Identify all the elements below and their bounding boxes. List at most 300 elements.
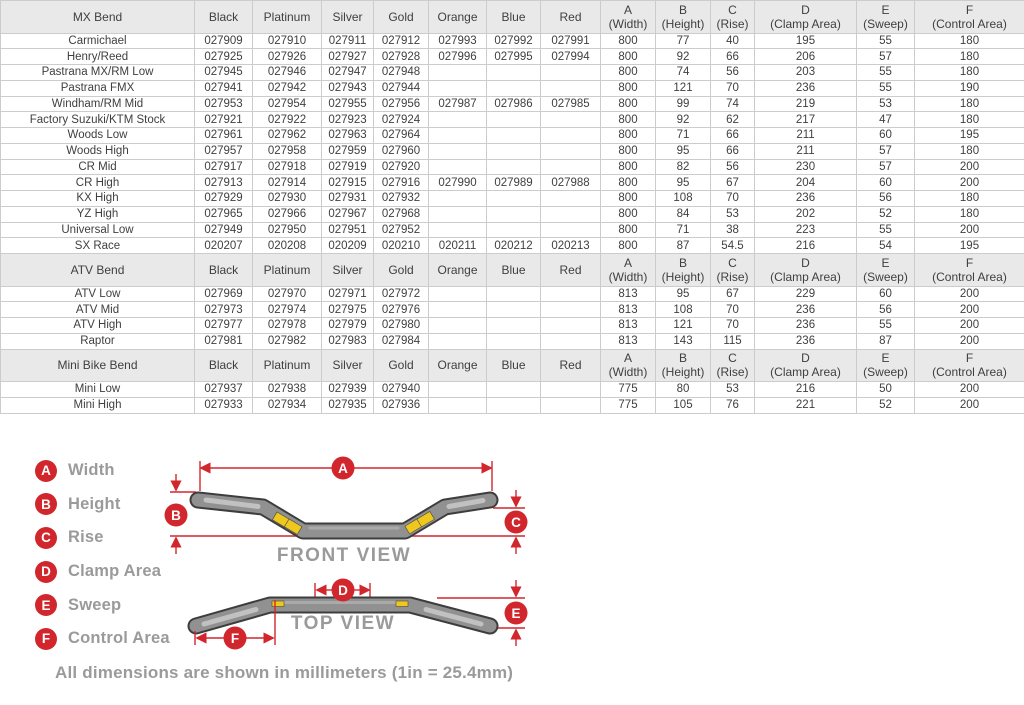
dimension-cell: 67 [711,286,755,302]
dimension-cell: 84 [656,206,711,222]
dim-column-header [711,1,755,34]
handlebar-diagram [160,445,570,660]
part-number-cell: 027991 [541,33,601,49]
row-name-cell: Henry/Reed [1,49,195,65]
dim-column-header [656,1,711,34]
row-name-cell: Windham/RM Mid [1,96,195,112]
part-number-cell: 027984 [374,333,429,349]
dimension-cell: 66 [711,128,755,144]
part-number-cell [429,112,487,128]
dimension-cell: 813 [601,318,656,334]
dimension-cell: 195 [915,128,1024,144]
dimension-cell: 53 [711,206,755,222]
dim-letter: B [678,351,687,366]
dimension-cell: 195 [915,238,1024,254]
part-number-cell: 027981 [195,333,253,349]
part-number-cell: 027924 [374,112,429,128]
part-number-cell: 027946 [253,65,322,81]
dimension-legend [35,454,170,656]
part-number-cell [541,333,601,349]
dimension-cell: 180 [915,33,1024,49]
part-number-cell: 027956 [374,96,429,112]
dim-name: (Height) [661,269,705,284]
part-number-cell [429,80,487,96]
part-number-cell: 027951 [322,222,374,238]
part-number-cell: 027937 [195,382,253,398]
dimension-cell: 800 [601,206,656,222]
part-number-cell [487,382,541,398]
dim-column-header [755,349,857,382]
dimension-cell: 105 [656,397,711,413]
dim-column-header [857,1,915,34]
table-row [1,302,1024,318]
letter-badge-e: E [35,594,57,616]
dimension-cell: 800 [601,33,656,49]
part-number-cell: 027962 [253,128,322,144]
dimension-cell: 76 [711,397,755,413]
part-number-cell [541,318,601,334]
table-row [1,33,1024,49]
top-view-label: TOP VIEW [290,613,396,634]
part-number-cell [541,302,601,318]
dimension-cell: 200 [915,382,1024,398]
part-number-cell: 027989 [487,175,541,191]
dimension-cell: 211 [755,128,857,144]
svg-text:A: A [338,460,348,476]
dimension-cell: 800 [601,238,656,254]
dim-column-header [915,254,1024,287]
part-number-cell: 027995 [487,49,541,65]
dim-a-marker [201,457,491,480]
svg-text:B: B [171,507,181,523]
color-column-header: Orange [429,1,487,34]
part-number-cell [487,206,541,222]
part-number-cell [541,191,601,207]
part-number-cell: 027978 [253,318,322,334]
color-column-header: Blue [487,254,541,287]
section-header-row [1,254,1024,287]
part-number-cell: 027926 [253,49,322,65]
part-number-cell [487,191,541,207]
part-number-cell: 027916 [374,175,429,191]
part-number-cell: 027943 [322,80,374,96]
dimension-cell: 115 [711,333,755,349]
part-number-cell [541,222,601,238]
dim-name: (Rise) [716,16,749,31]
color-column-header: Black [195,254,253,287]
dimension-cell: 95 [656,143,711,159]
dimension-cell: 200 [915,318,1024,334]
dimension-cell: 70 [711,80,755,96]
dim-name: (Width) [608,269,648,284]
bar-pad-graphic [396,601,408,607]
dim-column-header [601,1,656,34]
dimension-cell: 57 [857,159,915,175]
part-number-cell [487,333,541,349]
color-column-header: Silver [322,254,374,287]
dimensions-footnote: All dimensions are shown in millimeters (1in = 25.4mm) [55,663,514,682]
legend-item-clamp-area [35,555,170,589]
dimension-cell: 800 [601,191,656,207]
dimension-cell: 190 [915,80,1024,96]
legend-label: Clamp Area [68,562,162,581]
dimension-cell: 813 [601,302,656,318]
letter-badge-f: F [35,628,57,650]
dimension-cell: 57 [857,143,915,159]
svg-text:C: C [511,514,521,530]
part-number-cell: 027923 [322,112,374,128]
part-number-cell: 027925 [195,49,253,65]
dimension-cell: 52 [857,206,915,222]
part-number-cell [487,143,541,159]
part-number-cell: 027912 [374,33,429,49]
row-name-cell: Factory Suzuki/KTM Stock [1,112,195,128]
dimension-cell: 180 [915,206,1024,222]
part-number-cell [429,286,487,302]
letter-badge-b: B [35,493,57,515]
part-number-cell [487,128,541,144]
part-number-cell [487,159,541,175]
dimension-cell: 56 [857,191,915,207]
part-number-cell: 027958 [253,143,322,159]
legend-label: Width [68,461,115,480]
part-number-cell [429,397,487,413]
part-number-cell: 027939 [322,382,374,398]
dim-name: (Control Area) [932,16,1007,31]
dimension-cell: 800 [601,175,656,191]
part-number-cell: 027931 [322,191,374,207]
part-number-cell [429,65,487,81]
part-number-cell [487,222,541,238]
dim-letter: A [623,255,632,270]
dimension-cell: 60 [857,175,915,191]
part-number-cell: 027979 [322,318,374,334]
color-column-header: Gold [374,1,429,34]
part-number-cell: 020209 [322,238,374,254]
dim-letter: B [678,2,687,17]
part-number-cell: 027909 [195,33,253,49]
table-row [1,159,1024,175]
dimension-cell: 121 [656,80,711,96]
dimension-cell: 54 [857,238,915,254]
part-number-cell [429,159,487,175]
part-number-cell [487,80,541,96]
part-number-cell: 027959 [322,143,374,159]
color-column-header: Silver [322,349,374,382]
color-column-header: Red [541,349,601,382]
dimension-cell: 800 [601,222,656,238]
dimension-cell: 38 [711,222,755,238]
dim-name: (Control Area) [932,269,1007,284]
part-number-cell [487,112,541,128]
svg-text:E: E [511,605,521,621]
part-number-cell: 027992 [487,33,541,49]
row-name-cell: Raptor [1,333,195,349]
dimension-cell: 108 [656,302,711,318]
part-number-cell [429,222,487,238]
letter-badge-c: C [35,527,57,549]
legend-label: Sweep [68,595,122,614]
part-number-cell: 027941 [195,80,253,96]
dimension-cell: 57 [857,49,915,65]
dim-name: (Height) [661,365,705,380]
table-row [1,222,1024,238]
part-number-cell: 027936 [374,397,429,413]
part-number-cell: 027942 [253,80,322,96]
dimension-cell: 180 [915,191,1024,207]
part-number-cell: 027910 [253,33,322,49]
part-number-cell: 027927 [322,49,374,65]
part-number-cell [487,397,541,413]
part-number-cell [487,286,541,302]
row-name-cell: CR High [1,175,195,191]
dimension-cell: 180 [915,112,1024,128]
dimension-cell: 236 [755,318,857,334]
table-row [1,128,1024,144]
color-column-header: Platinum [253,1,322,34]
part-number-cell: 027919 [322,159,374,175]
part-number-cell: 027922 [253,112,322,128]
dim-column-header [755,254,857,287]
part-number-cell: 027961 [195,128,253,144]
dim-name: (Clamp Area) [770,365,841,380]
color-column-header: Orange [429,254,487,287]
color-column-header: Blue [487,349,541,382]
part-number-cell: 027988 [541,175,601,191]
dimension-cell: 95 [656,286,711,302]
part-number-cell: 027938 [253,382,322,398]
dimension-cell: 216 [755,382,857,398]
dim-c-marker [505,490,528,554]
dim-letter: F [965,351,974,366]
part-number-cell: 020213 [541,238,601,254]
row-name-cell: YZ High [1,206,195,222]
section-header-row [1,1,1024,34]
dim-letter: A [623,2,632,17]
dim-letter: B [678,255,687,270]
part-number-cell: 027970 [253,286,322,302]
part-number-cell: 027934 [253,397,322,413]
part-number-cell [541,397,601,413]
dimension-cell: 121 [656,318,711,334]
front-view [165,457,528,567]
dimension-cell: 200 [915,397,1024,413]
dimension-cell: 50 [857,382,915,398]
dim-column-header [857,254,915,287]
legend-item-height [35,488,170,522]
part-number-cell: 027976 [374,302,429,318]
dimension-cell: 60 [857,128,915,144]
part-number-cell: 020211 [429,238,487,254]
dimension-cell: 211 [755,143,857,159]
row-name-cell: Woods High [1,143,195,159]
dimension-cell: 55 [857,80,915,96]
dimension-cell: 55 [857,33,915,49]
dimension-cell: 206 [755,49,857,65]
part-number-cell: 027972 [374,286,429,302]
letter-badge-a: A [35,460,57,482]
dim-name: (Height) [661,16,705,31]
bar-pad-graphic [272,601,284,607]
part-number-cell: 020210 [374,238,429,254]
dimension-cell: 223 [755,222,857,238]
dim-b-marker [165,474,188,554]
part-number-cell: 027954 [253,96,322,112]
part-number-cell [429,302,487,318]
part-number-cell: 027974 [253,302,322,318]
color-column-header: Black [195,1,253,34]
part-number-cell [429,206,487,222]
part-number-cell [487,318,541,334]
dim-name: (Width) [608,16,648,31]
row-name-cell: ATV Low [1,286,195,302]
color-column-header: Black [195,349,253,382]
part-number-cell [429,333,487,349]
front-view-label: FRONT VIEW [276,545,412,566]
part-number-cell: 027987 [429,96,487,112]
dim-name: (Sweep) [863,269,908,284]
color-column-header: Red [541,1,601,34]
dimension-cell: 800 [601,96,656,112]
dimension-cell: 53 [711,382,755,398]
color-column-header: Gold [374,349,429,382]
part-number-cell: 027918 [253,159,322,175]
part-number-cell: 027928 [374,49,429,65]
dimension-cell: 217 [755,112,857,128]
part-number-cell: 027969 [195,286,253,302]
table-row [1,65,1024,81]
section-title: Mini Bike Bend [1,349,195,382]
dimension-cell: 40 [711,33,755,49]
part-number-cell: 027955 [322,96,374,112]
dim-letter: D [801,2,810,17]
dimension-cell: 56 [711,65,755,81]
dimension-cell: 800 [601,143,656,159]
front-view-handlebar [198,500,490,534]
dimension-cell: 55 [857,318,915,334]
dim-name: (Sweep) [863,365,908,380]
dimension-cell: 77 [656,33,711,49]
dimension-cell: 92 [656,49,711,65]
dimension-cell: 87 [857,333,915,349]
dimension-cell: 92 [656,112,711,128]
color-column-header: Platinum [253,349,322,382]
dimension-cell: 99 [656,96,711,112]
table-row [1,333,1024,349]
dimension-cell: 55 [857,222,915,238]
letter-badge-d: D [35,561,57,583]
row-name-cell: SX Race [1,238,195,254]
dimension-cell: 87 [656,238,711,254]
part-number-cell: 027996 [429,49,487,65]
dim-letter: F [965,2,974,17]
dimension-cell: 200 [915,175,1024,191]
dimension-cell: 204 [755,175,857,191]
part-number-cell: 027986 [487,96,541,112]
part-number-cell: 027947 [322,65,374,81]
dimension-cell: 200 [915,222,1024,238]
dimension-cell: 775 [601,382,656,398]
legend-item-control-area [35,622,170,656]
dimension-cell: 800 [601,80,656,96]
spec-table-body [1,1,1024,414]
table-row [1,112,1024,128]
part-number-cell: 027932 [374,191,429,207]
dim-letter: D [801,255,810,270]
dimension-cell: 775 [601,397,656,413]
dimension-cell: 813 [601,286,656,302]
table-row [1,80,1024,96]
legend-item-rise [35,521,170,555]
dim-column-header [755,1,857,34]
part-number-cell: 027952 [374,222,429,238]
dimension-cell: 221 [755,397,857,413]
dimension-cell: 54.5 [711,238,755,254]
part-number-cell [541,65,601,81]
dimension-cell: 200 [915,286,1024,302]
dim-column-header [601,349,656,382]
part-number-cell: 027966 [253,206,322,222]
part-number-cell: 027982 [253,333,322,349]
dimension-cell: 108 [656,191,711,207]
part-number-cell [541,206,601,222]
dim-letter: C [728,2,737,17]
dimension-cell: 229 [755,286,857,302]
dimension-cell: 800 [601,112,656,128]
part-number-cell [541,112,601,128]
part-number-cell [541,128,601,144]
dimension-cell: 67 [711,175,755,191]
dimension-cell: 95 [656,175,711,191]
dimension-cell: 180 [915,96,1024,112]
part-number-cell: 027993 [429,33,487,49]
dimension-cell: 813 [601,333,656,349]
part-number-cell [541,382,601,398]
section-header-row [1,349,1024,382]
part-number-cell: 020212 [487,238,541,254]
row-name-cell: Woods Low [1,128,195,144]
dimension-cell: 47 [857,112,915,128]
dim-name: (Width) [608,365,648,380]
dimension-cell: 236 [755,191,857,207]
dim-name: (Clamp Area) [770,16,841,31]
dim-column-header [711,349,755,382]
dimension-cell: 800 [601,128,656,144]
dimension-cell: 230 [755,159,857,175]
dimension-cell: 53 [857,96,915,112]
table-row [1,206,1024,222]
table-row [1,49,1024,65]
dimension-cell: 55 [857,65,915,81]
part-number-cell: 027933 [195,397,253,413]
dimension-cell: 143 [656,333,711,349]
part-number-cell: 020207 [195,238,253,254]
table-row [1,238,1024,254]
part-number-cell: 027913 [195,175,253,191]
part-number-cell: 027911 [322,33,374,49]
row-name-cell: Pastrana MX/RM Low [1,65,195,81]
part-number-cell: 027977 [195,318,253,334]
color-column-header: Red [541,254,601,287]
dim-letter: E [881,2,890,17]
part-number-cell: 027967 [322,206,374,222]
dim-column-header [915,1,1024,34]
table-row [1,175,1024,191]
row-name-cell: Carmichael [1,33,195,49]
dim-letter: D [801,351,810,366]
dimension-cell: 56 [711,159,755,175]
part-number-cell: 027957 [195,143,253,159]
